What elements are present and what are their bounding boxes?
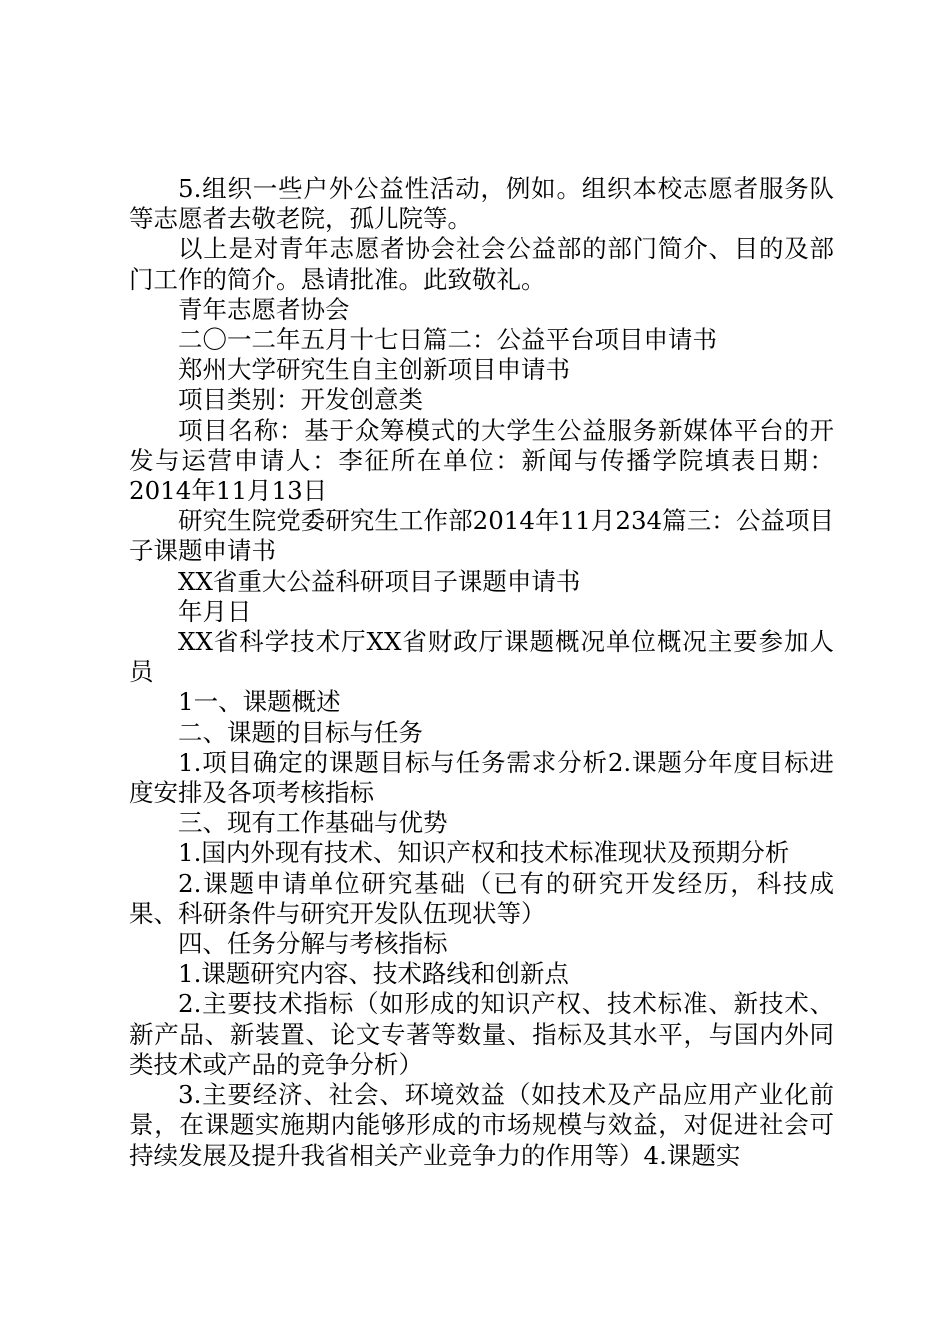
paragraph: 2.主要技术指标（如形成的知识产权、技术标准、新技术、新产品、新装置、论文专著等数量、指标及其水平，与国内外同类技术或产品的竞争分析） bbox=[129, 989, 834, 1079]
paragraph: 3.主要经济、社会、环境效益（如技术及产品应用产业化前景，在课题实施期内能够形成的市场规模与效益，对促进社会可持续发展及提升我省相关产业竞争力的作用等）4.课题实 bbox=[129, 1080, 834, 1170]
paragraph: 三、现有工作基础与优势 bbox=[178, 808, 448, 838]
paragraph: 5.组织一些户外公益性活动，例如。组织本校志愿者服务队等志愿者去敬老院，孤儿院等。 bbox=[129, 174, 834, 234]
paragraph: 二〇一二年五月十七日篇二：公益平台项目申请书 bbox=[178, 325, 717, 355]
paragraph: 1.课题研究内容、技术路线和创新点 bbox=[178, 959, 569, 989]
paragraph: 四、任务分解与考核指标 bbox=[178, 929, 448, 959]
paragraph: 1.项目确定的课题目标与任务需求分析2.课题分年度目标进度安排及各项考核指标 bbox=[129, 747, 834, 808]
paragraph: 1一、课题概述 bbox=[178, 687, 341, 717]
paragraph: 1.国内外现有技术、知识产权和技术标准现状及预期分析 bbox=[178, 838, 790, 868]
paragraph: 以上是对青年志愿者协会社会公益部的部门简介、目的及部门工作的简介。恳请批准。此致敬礼。 bbox=[129, 234, 834, 294]
paragraph: 二、课题的目标与任务 bbox=[178, 717, 423, 747]
document-body bbox=[129, 174, 834, 1171]
paragraph: 项目名称：基于众筹模式的大学生公益服务新媒体平台的开发与运营申请人：李征所在单位：新闻与传播学院填表日期：2014年11月13日 bbox=[129, 415, 834, 506]
paragraph: 项目类别：开发创意类 bbox=[178, 385, 423, 415]
paragraph: 青年志愿者协会 bbox=[178, 294, 350, 324]
paragraph: 郑州大学研究生自主创新项目申请书 bbox=[178, 355, 570, 385]
paragraph: 2.课题申请单位研究基础（已有的研究开发经历，科技成果、科研条件与研究开发队伍现状等） bbox=[129, 868, 834, 928]
paragraph: XX省科学技术厅XX省财政厅课题概况单位概况主要参加人员 bbox=[129, 627, 834, 687]
paragraph: 研究生院党委研究生工作部2014年11月234篇三：公益项目子课题申请书 bbox=[129, 506, 834, 566]
paragraph: XX省重大公益科研项目子课题申请书 bbox=[178, 566, 581, 596]
paragraph: 年月日 bbox=[178, 596, 252, 626]
